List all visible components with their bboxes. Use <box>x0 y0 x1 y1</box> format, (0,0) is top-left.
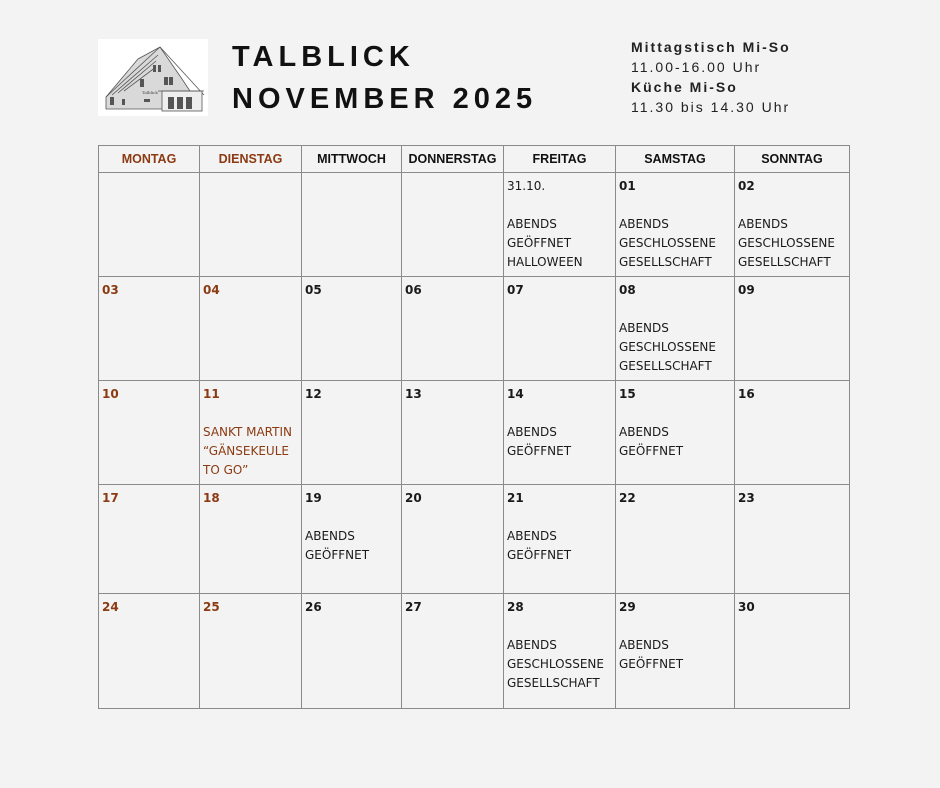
day-number: 23 <box>738 491 755 505</box>
calendar-week-row <box>99 277 850 381</box>
day-number: 13 <box>405 387 422 401</box>
calendar-day-cell <box>200 485 302 594</box>
calendar-day-cell <box>200 594 302 709</box>
calendar-day-cell <box>616 485 735 594</box>
weekday-header-row <box>99 146 850 173</box>
calendar-day-cell <box>99 277 200 381</box>
day-number <box>305 177 398 196</box>
lunch-time: 11.00-16.00 Uhr <box>631 59 762 75</box>
calendar-day-cell <box>200 173 302 277</box>
day-number: 19 <box>305 491 322 505</box>
calendar-week-row <box>99 485 850 594</box>
weekday-header: FREITAG <box>504 146 616 173</box>
calendar-day-cell <box>200 277 302 381</box>
calendar-day-cell <box>302 485 402 594</box>
day-number: 14 <box>507 387 524 401</box>
day-number: 16 <box>738 387 755 401</box>
day-number: 26 <box>305 600 322 614</box>
day-note: ABENDS GEÖFFNET <box>619 425 684 458</box>
weekday-header: SAMSTAG <box>616 146 735 173</box>
day-number: 27 <box>405 600 422 614</box>
calendar-day-cell <box>735 485 850 594</box>
weekday-header: DONNERSTAG <box>402 146 504 173</box>
day-number <box>203 177 298 196</box>
day-number: 17 <box>102 491 119 505</box>
kitchen-label: Küche Mi-So <box>631 79 738 95</box>
day-number: 05 <box>305 283 322 297</box>
day-number: 30 <box>738 600 755 614</box>
day-number: 21 <box>507 491 524 505</box>
day-number: 11 <box>203 387 220 401</box>
calendar-day-cell <box>302 277 402 381</box>
calendar-day-cell <box>504 381 616 485</box>
day-note: ABENDS GEÖFFNET <box>507 425 572 458</box>
calendar-day-cell <box>504 173 616 277</box>
day-note: ABENDS GESCHLOSSENE GESELLSCHAFT <box>507 638 604 690</box>
calendar-day-cell <box>302 381 402 485</box>
logo-caption: Talblick <box>142 90 158 95</box>
calendar-day-cell <box>99 381 200 485</box>
calendar-day-cell <box>616 277 735 381</box>
weekday-header: MITTWOCH <box>302 146 402 173</box>
day-number: 31.10. <box>507 179 546 193</box>
house-sketch-icon <box>98 39 208 116</box>
calendar-day-cell <box>302 594 402 709</box>
title-line-1: TALBLICK <box>232 41 415 73</box>
calendar-day-cell <box>735 277 850 381</box>
day-note: ABENDS GEÖFFNET HALLOWEEN <box>507 217 583 269</box>
calendar-day-cell <box>735 594 850 709</box>
lunch-label: Mittagstisch Mi-So <box>631 39 791 55</box>
calendar-day-cell <box>504 485 616 594</box>
day-number: 24 <box>102 600 119 614</box>
calendar-day-cell <box>616 173 735 277</box>
day-number: 04 <box>203 283 220 297</box>
calendar-day-cell <box>99 594 200 709</box>
calendar-day-cell <box>402 381 504 485</box>
calendar-day-cell <box>302 173 402 277</box>
calendar-day-cell <box>735 173 850 277</box>
calendar-day-cell <box>616 594 735 709</box>
calendar-day-cell <box>402 173 504 277</box>
day-number: 06 <box>405 283 422 297</box>
calendar-day-cell <box>99 485 200 594</box>
day-number: 10 <box>102 387 119 401</box>
day-note: ABENDS GEÖFFNET <box>619 638 684 671</box>
calendar-day-cell <box>402 594 504 709</box>
day-number <box>102 177 196 196</box>
calendar-day-cell <box>402 485 504 594</box>
day-number: 20 <box>405 491 422 505</box>
day-number: 22 <box>619 491 636 505</box>
page-title <box>232 36 537 120</box>
day-note: ABENDS GESCHLOSSENE GESELLSCHAFT <box>619 321 716 373</box>
calendar-day-cell <box>504 594 616 709</box>
day-number: 08 <box>619 283 636 297</box>
day-note: ABENDS GESCHLOSSENE GESELLSCHAFT <box>738 217 835 269</box>
day-note: ABENDS GESCHLOSSENE GESELLSCHAFT <box>619 217 716 269</box>
calendar-day-cell <box>99 173 200 277</box>
weekday-header: DIENSTAG <box>200 146 302 173</box>
weekday-header: MONTAG <box>99 146 200 173</box>
calendar-week-row <box>99 381 850 485</box>
calendar-week-row <box>99 173 850 277</box>
calendar-day-cell <box>616 381 735 485</box>
calendar-day-cell <box>504 277 616 381</box>
calendar-week-row <box>99 594 850 709</box>
calendar-day-cell <box>735 381 850 485</box>
day-number: 18 <box>203 491 220 505</box>
day-note: ABENDS GEÖFFNET <box>507 529 572 562</box>
day-number: 03 <box>102 283 119 297</box>
kitchen-time: 11.30 bis 14.30 Uhr <box>631 99 791 115</box>
calendar-table <box>98 145 850 709</box>
day-number: 28 <box>507 600 524 614</box>
day-note: ABENDS GEÖFFNET <box>305 529 370 562</box>
day-number: 15 <box>619 387 636 401</box>
weekday-header: SONNTAG <box>735 146 850 173</box>
day-number: 01 <box>619 179 636 193</box>
day-number: 07 <box>507 283 524 297</box>
title-line-2: NOVEMBER 2025 <box>232 83 538 115</box>
day-note: SANKT MARTIN “GÄNSEKEULE TO GO” <box>203 425 292 477</box>
day-number <box>405 177 500 196</box>
day-number: 09 <box>738 283 755 297</box>
calendar-day-cell <box>200 381 302 485</box>
day-number: 02 <box>738 179 755 193</box>
day-number: 25 <box>203 600 220 614</box>
calendar-day-cell <box>402 277 504 381</box>
day-number: 12 <box>305 387 322 401</box>
opening-hours <box>631 37 791 117</box>
day-number: 29 <box>619 600 636 614</box>
restaurant-logo <box>98 39 208 116</box>
